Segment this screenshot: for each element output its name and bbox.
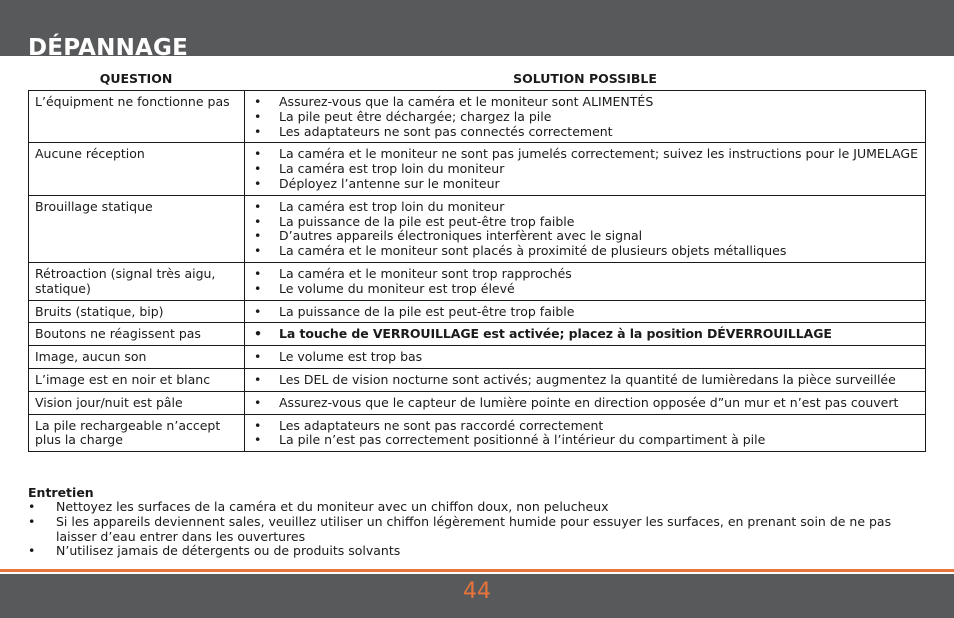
solution-text: La puissance de la pile est peut-être trop faible [279, 303, 575, 319]
maintenance-text: Si les appareils deviennent sales, veuillez utiliser un chiffon légèrement humide pour essuyer les surfaces, en prenant soin de ne pas laisser d’eau entrer dans les ouvertures [56, 513, 892, 544]
bullet-icon: • [254, 146, 262, 162]
solution-text: Les DEL de vision nocturne sont activés; augmentez la quantité de lumièredans la pièce surveillée [279, 371, 896, 387]
page-number: 44 [463, 579, 491, 604]
bullet-icon: • [28, 499, 36, 514]
bullet-icon: • [254, 161, 262, 177]
solution-text: Déployez l’antenne sur le moniteur [279, 175, 500, 191]
solution-cell [245, 91, 926, 143]
table-row [29, 368, 926, 391]
bullet-icon: • [254, 228, 262, 244]
list-item [251, 229, 919, 244]
solution-list [251, 95, 919, 139]
solution-list [251, 350, 919, 365]
question-cell: Vision jour/nuit est pâle [29, 391, 245, 414]
bullet-icon: • [254, 371, 262, 387]
solution-cell [245, 391, 926, 414]
list-item [251, 215, 919, 230]
solution-cell [245, 368, 926, 391]
bullet-icon: • [254, 394, 262, 410]
list-item [251, 147, 919, 162]
bullet-icon: • [254, 243, 262, 259]
solution-cell [245, 300, 926, 323]
solution-text: La puissance de la pile est peut-être trop faible [279, 213, 575, 229]
table-row [29, 323, 926, 346]
solution-cell [245, 262, 926, 300]
bullet-icon: • [28, 543, 36, 559]
solution-list [251, 327, 919, 342]
solution-list [251, 396, 919, 411]
solution-text: Le volume est trop bas [279, 349, 423, 365]
list-item [251, 267, 919, 282]
solution-list [251, 305, 919, 320]
list-item [28, 544, 918, 559]
list-item [251, 177, 919, 192]
question-cell: Rétroaction (signal très aigu, statique) [29, 262, 245, 300]
solution-text: Assurez-vous que la caméra et le moniteur sont ALIMENTÉS [279, 94, 654, 109]
list-item [251, 95, 919, 110]
maintenance-text: Nettoyez les surfaces de la caméra et du moniteur avec un chiffon doux, non pelucheux [56, 499, 609, 514]
question-cell: Bruits (statique, bip) [29, 300, 245, 323]
list-item [251, 200, 919, 215]
column-header-question: QUESTION [99, 71, 173, 86]
table-row [29, 91, 926, 143]
question-cell: La pile rechargeable n’accept plus la charge [29, 414, 245, 452]
footer-accent-line [0, 569, 954, 572]
list-item [251, 419, 919, 434]
table-row [29, 143, 926, 195]
table-row [29, 346, 926, 369]
list-item [251, 327, 919, 342]
solution-text: La caméra et le moniteur sont trop rapprochés [279, 265, 572, 281]
list-item [251, 373, 919, 388]
list-item [251, 282, 919, 297]
solution-list [251, 419, 919, 449]
list-item [28, 500, 918, 515]
solution-text: La caméra et le moniteur ne sont pas jumelés correctement; suivez les instructions pour le JUMELAGE [279, 146, 918, 162]
list-item [251, 244, 919, 259]
bullet-icon: • [254, 175, 262, 191]
column-header-solution: SOLUTION POSSIBLE [513, 71, 657, 86]
solution-text: Le volume du moniteur est trop élevé [279, 280, 515, 296]
table-row [29, 414, 926, 452]
solution-text: La pile peut être déchargée; chargez la pile [279, 108, 552, 124]
question-cell: Image, aucun son [29, 346, 245, 369]
solution-text: La caméra est trop loin du moniteur [279, 198, 505, 214]
list-item [251, 350, 919, 365]
question-cell: Aucune réception [29, 143, 245, 195]
solution-list [251, 373, 919, 388]
bullet-icon: • [254, 349, 262, 365]
bullet-icon: • [254, 94, 262, 109]
table-column-headers [28, 71, 926, 89]
solution-text: D’autres appareils électroniques interfèrent avec le signal [279, 228, 643, 244]
solution-list [251, 147, 919, 191]
maintenance-section [28, 485, 926, 559]
list-item [251, 305, 919, 320]
list-item [251, 396, 919, 411]
solution-cell [245, 414, 926, 452]
question-cell: Boutons ne réagissent pas [29, 323, 245, 346]
solution-list [251, 267, 919, 297]
bullet-icon: • [254, 417, 262, 433]
list-item [28, 515, 918, 545]
question-cell: L’image est en noir et blanc [29, 368, 245, 391]
bullet-icon: • [254, 108, 262, 124]
maintenance-title: Entretien [28, 485, 94, 500]
table-row [29, 391, 926, 414]
bullet-icon: • [254, 303, 262, 319]
solution-cell [245, 143, 926, 195]
question-cell: Brouillage statique [29, 195, 245, 262]
solution-text: La touche de VERROUILLAGE est activée; placez à la position DÉVERROUILLAGE [279, 326, 832, 342]
list-item [251, 162, 919, 177]
bullet-icon: • [254, 326, 262, 342]
bullet-icon: • [28, 513, 36, 529]
list-item [251, 125, 919, 140]
table-row [29, 300, 926, 323]
troubleshooting-table [28, 90, 926, 452]
solution-text: La pile n’est pas correctement positionné à l’intérieur du compartiment à pile [279, 432, 766, 448]
table-row [29, 195, 926, 262]
solution-text: Assurez-vous que le capteur de lumière pointe en direction opposée d”un mur et n’est pas couvert [279, 394, 899, 410]
bullet-icon: • [254, 213, 262, 229]
list-item [251, 433, 919, 448]
bullet-icon: • [254, 265, 262, 281]
maintenance-text: N’utilisez jamais de détergents ou de produits solvants [56, 543, 401, 559]
solution-list [251, 200, 919, 259]
bullet-icon: • [254, 280, 262, 296]
solution-text: La caméra et le moniteur sont placés à proximité de plusieurs objets métalliques [279, 243, 787, 259]
solution-cell [245, 346, 926, 369]
solution-text: Les adaptateurs ne sont pas raccordé correctement [279, 417, 604, 433]
solution-cell [245, 323, 926, 346]
page-title: DÉPANNAGE [28, 35, 189, 61]
bullet-icon: • [254, 198, 262, 214]
bullet-icon: • [254, 432, 262, 448]
question-cell: L’équipment ne fonctionne pas [29, 91, 245, 143]
solution-text: La caméra est trop loin du moniteur [279, 161, 505, 177]
list-item [251, 110, 919, 125]
solution-text: Les adaptateurs ne sont pas connectés correctement [279, 123, 613, 139]
solution-cell [245, 195, 926, 262]
bullet-icon: • [254, 123, 262, 139]
table-row [29, 262, 926, 300]
